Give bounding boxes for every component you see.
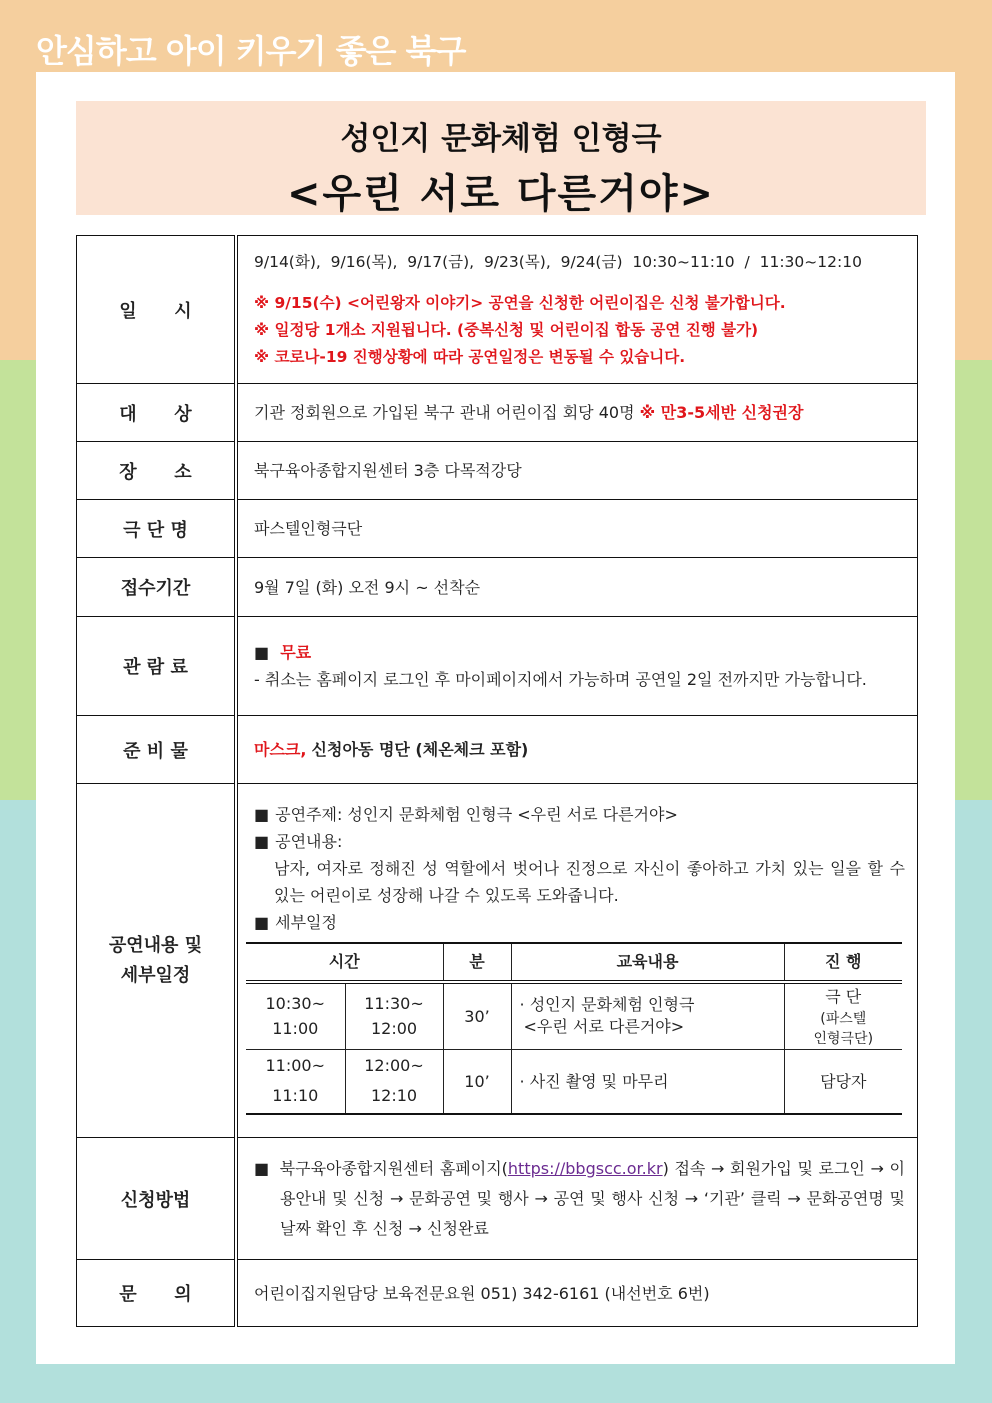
label-schedule: 일 시 <box>77 236 237 384</box>
fee-note: - 취소는 홈페이지 로그인 후 마이페이지에서 가능하며 공연일 2일 전까지만 가능합니다. <box>254 670 867 689</box>
target-text: 기관 정회원으로 가입된 북구 관내 어린이집 회당 40명 <box>254 403 635 422</box>
square-bullet-icon: ■ <box>254 912 270 932</box>
homepage-link[interactable]: https://bbgscc.or.kr <box>507 1158 663 1178</box>
time-cell <box>345 982 443 1050</box>
row-inquiry <box>77 1260 918 1327</box>
inquiry-text: 어린이집지원담당 보육전문요원 051) 342-6161 (내선번호 6번) <box>236 1260 918 1327</box>
content-theme-line <box>254 801 905 828</box>
label-content-line-1: 공연내용 및 <box>108 934 203 956</box>
schedule-note-1: ※ 9/15(수) <어린왕자 이야기> 공연을 신청한 어린이집은 신청 불가합니다. <box>254 293 786 312</box>
content-cell <box>236 784 918 1138</box>
progress-cell: 담당자 <box>784 1050 902 1114</box>
row-fee <box>77 617 918 716</box>
label-venue: 장 소 <box>77 442 237 500</box>
supplies-rest: 신청아동 명단 (체온체크 포함) <box>311 740 529 759</box>
education-line: · 성인지 문화체험 인형극 <box>519 995 695 1015</box>
education-cell <box>511 982 784 1050</box>
progress-cell <box>784 982 902 1050</box>
troupe-text: 파스텔인형극단 <box>236 500 918 558</box>
time-end: 12:00 <box>370 1019 418 1039</box>
content-desc: 남자, 여자로 정해진 성 역할에서 벗어나 진정으로 자신이 좋아하고 가치 있는 일을 할 수 있는 어린이로 성장해 나갈 수 있도록 도와줍니다. <box>274 858 905 905</box>
fee-free: 무료 <box>280 643 312 662</box>
label-troupe: 극 단 명 <box>77 500 237 558</box>
time-end: 11:10 <box>272 1086 319 1106</box>
schedule-note-2: ※ 일정당 1개소 지원됩니다. (중복신청 및 어린이집 합동 공연 진행 불가) <box>254 320 759 339</box>
row-content <box>77 784 918 1138</box>
progress-line: 인형극단) <box>813 1030 874 1047</box>
table-row <box>246 982 902 1050</box>
education-cell: · 사진 촬영 및 마무리 <box>511 1050 784 1114</box>
content-desc-title-line <box>254 828 905 855</box>
content-detail-title-line <box>254 909 905 936</box>
label-apply: 신청방법 <box>77 1138 237 1260</box>
time-start: 11:30~ <box>364 994 424 1014</box>
apply-text <box>254 1154 905 1244</box>
schedule-dates: 9/14(화), 9/16(목), 9/17(금), 9/23(목), 9/24(금) 10:30~11:10 / 11:30~12:10 <box>254 252 862 271</box>
square-bullet-icon: ■ <box>254 643 270 662</box>
schedule-note-3: ※ 코로나-19 진행상황에 따라 공연일정은 변동될 수 있습니다. <box>254 347 686 366</box>
progress-line: (파스텔 <box>820 1010 867 1027</box>
registration-text: 9월 7일 (화) 오전 9시 ~ 선착순 <box>236 558 918 617</box>
supplies-mask: 마스크, <box>254 740 307 759</box>
table-row <box>246 1050 902 1114</box>
fee-free-line <box>254 639 905 666</box>
row-target <box>77 384 918 442</box>
label-inquiry: 문 의 <box>77 1260 237 1327</box>
row-troupe <box>77 500 918 558</box>
label-supplies: 준 비 물 <box>77 716 237 784</box>
target-content <box>236 384 918 442</box>
content-detail-title: 세부일정 <box>275 912 337 932</box>
schedule-detail-header <box>246 943 902 982</box>
time-end: 12:10 <box>370 1086 418 1106</box>
header-minutes: 분 <box>443 943 511 982</box>
time-cell <box>246 982 345 1050</box>
time-start: 10:30~ <box>265 994 325 1014</box>
title-box <box>76 101 926 215</box>
label-registration: 접수기간 <box>77 558 237 617</box>
slogan: 안심하고 아이 키우기 좋은 북구 <box>36 32 466 70</box>
time-cell <box>246 1050 345 1114</box>
row-apply <box>77 1138 918 1260</box>
supplies-content <box>236 716 918 784</box>
square-bullet-icon: ■ <box>254 831 270 851</box>
label-content <box>77 784 237 1138</box>
apply-text-post: ) 접속 → 회원가입 및 로그인 → 이용안내 및 신청 → 문화공연 및 행사 → 공연 및 행사 신청 → ‘기관’ 클릭 → 문화공연명 및 날짜 확인 후 신청 → 신청완료 <box>280 1158 905 1238</box>
row-supplies <box>77 716 918 784</box>
header-time: 시간 <box>246 943 443 982</box>
apply-content <box>236 1138 918 1260</box>
info-table <box>76 235 918 1327</box>
venue-text: 북구육아종합지원센터 3층 다목적강당 <box>236 442 918 500</box>
minutes-cell: 10’ <box>443 1050 511 1114</box>
time-cell <box>345 1050 443 1114</box>
time-end: 11:00 <box>272 1019 319 1039</box>
row-schedule <box>77 236 918 384</box>
schedule-detail-table <box>246 942 902 1115</box>
content-theme: 공연주제: 성인지 문화체험 인형극 <우린 서로 다른거야> <box>275 804 678 824</box>
header-progress: 진 행 <box>784 943 902 982</box>
progress-line: 극 단 <box>825 986 862 1006</box>
title-line-2: <우린 서로 다른거야> <box>286 171 715 217</box>
schedule-content <box>236 236 918 384</box>
square-bullet-icon: ■ <box>254 1158 270 1178</box>
label-target: 대 상 <box>77 384 237 442</box>
education-line: <우린 서로 다른거야> <box>523 1017 685 1037</box>
content-desc-title: 공연내용: <box>275 831 343 851</box>
label-fee: 관 람 료 <box>77 617 237 716</box>
time-start: 12:00~ <box>364 1056 424 1076</box>
time-start: 11:00~ <box>265 1056 325 1076</box>
minutes-cell: 30’ <box>443 982 511 1050</box>
label-content-line-2: 세부일정 <box>120 964 191 986</box>
row-registration <box>77 558 918 617</box>
target-note: ※ 만3-5세반 신청권장 <box>639 403 804 422</box>
fee-content <box>236 617 918 716</box>
apply-text-pre: 북구육아종합지원센터 홈페이지( <box>279 1158 508 1178</box>
header-education: 교육내용 <box>511 943 784 982</box>
row-venue <box>77 442 918 500</box>
square-bullet-icon: ■ <box>254 804 270 824</box>
title-line-1: 성인지 문화체험 인형극 <box>340 121 662 157</box>
